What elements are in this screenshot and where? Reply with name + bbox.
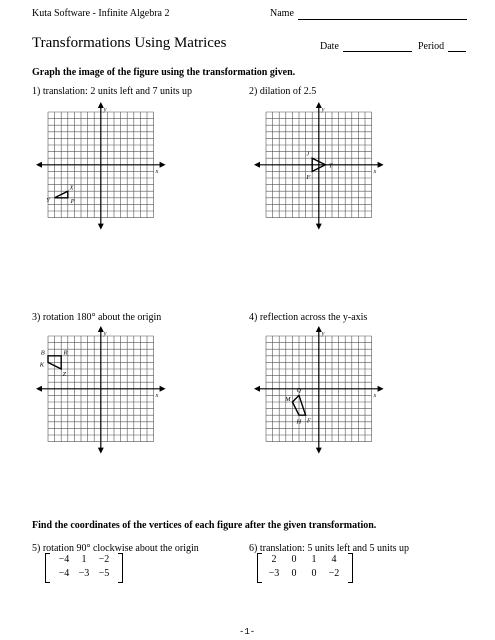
coordinate-grid-2 bbox=[258, 106, 398, 242]
matrix-cell: 0 bbox=[311, 568, 317, 579]
axis-arrow-icon bbox=[36, 386, 42, 392]
problem-4-label bbox=[249, 312, 367, 323]
vertex-label: X bbox=[69, 184, 74, 192]
vertex-label: R bbox=[63, 349, 68, 357]
period-field[interactable] bbox=[448, 51, 466, 52]
problem-2-label bbox=[249, 86, 316, 97]
vertex-label: F bbox=[306, 417, 311, 425]
axis-arrow-icon bbox=[316, 224, 322, 230]
problem-2-number: 2) bbox=[249, 86, 258, 97]
problem-4-number: 4) bbox=[249, 312, 258, 323]
vertex-label: Z bbox=[62, 371, 67, 379]
vertex-label: Y bbox=[46, 196, 50, 204]
problem-5-number: 5) bbox=[32, 543, 41, 554]
y-axis-label: y bbox=[321, 107, 325, 113]
problem-1-number: 1) bbox=[32, 86, 41, 97]
vertex-label: Q bbox=[296, 386, 302, 394]
problem-2-text: dilation of 2.5 bbox=[259, 86, 317, 97]
matrix-cell: −3 bbox=[268, 568, 280, 579]
axis-arrow-icon bbox=[98, 448, 104, 454]
y-axis-label: y bbox=[103, 107, 107, 113]
matrix-6-row-2 bbox=[264, 568, 344, 579]
date-field[interactable] bbox=[343, 51, 412, 52]
matrix-cell: 1 bbox=[81, 554, 87, 565]
axis-arrow-icon bbox=[160, 386, 166, 392]
x-axis-label: x bbox=[373, 168, 377, 175]
x-axis-label: x bbox=[155, 168, 159, 175]
matrix-5-row-2 bbox=[54, 568, 114, 579]
problem-4-text: reflection across the y-axis bbox=[259, 312, 368, 323]
page-number: -1- bbox=[239, 627, 256, 637]
axis-arrow-icon bbox=[98, 224, 104, 230]
vertex-label: M bbox=[285, 395, 291, 403]
matrix-6-row-1 bbox=[264, 554, 344, 565]
problem-1-label bbox=[32, 86, 192, 97]
worksheet-title: Transformations Using Matrices bbox=[32, 35, 227, 51]
axis-arrow-icon bbox=[254, 162, 260, 168]
problem-3-text: rotation 180° about the origin bbox=[42, 312, 162, 323]
date-label: Date bbox=[320, 41, 339, 52]
matrix-cell: −3 bbox=[78, 568, 90, 579]
matrix-cell: 0 bbox=[291, 568, 297, 579]
vertex-label: B bbox=[40, 349, 45, 357]
problem-6-text: translation: 5 units left and 5 units up bbox=[259, 543, 409, 554]
matrix-cell: −2 bbox=[98, 554, 110, 565]
axis-arrow-icon bbox=[36, 162, 42, 168]
section2-instruction: Find the coordinates of the vertices of each figure after the given transformation. bbox=[32, 520, 377, 531]
matrix-5-row-1 bbox=[54, 554, 114, 565]
coordinate-grid-3 bbox=[40, 330, 180, 466]
vertex-label: F bbox=[306, 173, 311, 181]
vertex-label: H bbox=[296, 418, 302, 426]
vertex-label: P bbox=[70, 197, 75, 205]
problem-3-label bbox=[32, 312, 161, 323]
section1-instruction: Graph the image of the figure using the transformation given. bbox=[32, 67, 296, 78]
matrix-cell: −5 bbox=[98, 568, 110, 579]
matrix-5 bbox=[45, 553, 123, 583]
axis-arrow-icon bbox=[378, 386, 384, 392]
matrix-cell: 2 bbox=[271, 554, 277, 565]
problem-3-number: 3) bbox=[32, 312, 41, 323]
matrix-6 bbox=[257, 553, 353, 583]
name-field[interactable] bbox=[298, 19, 467, 20]
vertex-label: K bbox=[39, 361, 45, 369]
problem-1-text: translation: 2 units left and 7 units up bbox=[42, 86, 192, 97]
matrix-cell: 1 bbox=[311, 554, 317, 565]
matrix-cell: −4 bbox=[58, 568, 70, 579]
vertex-label: T bbox=[328, 162, 333, 170]
period-label: Period bbox=[418, 41, 445, 52]
problem-6-number: 6) bbox=[249, 543, 258, 554]
problem-5-text: rotation 90° clockwise about the origin bbox=[42, 543, 199, 554]
axis-arrow-icon bbox=[254, 386, 260, 392]
axis-arrow-icon bbox=[316, 448, 322, 454]
axis-arrow-icon bbox=[378, 162, 384, 168]
matrix-cell: −4 bbox=[58, 554, 70, 565]
axis-arrow-icon bbox=[160, 162, 166, 168]
coordinate-grid-1 bbox=[40, 106, 180, 242]
x-axis-label: x bbox=[155, 392, 159, 399]
y-axis-label: y bbox=[321, 331, 325, 337]
publisher-name: Kuta Software - Infinite Algebra 2 bbox=[32, 8, 170, 19]
vertex-label: J bbox=[306, 150, 310, 158]
matrix-cell: 0 bbox=[291, 554, 297, 565]
x-axis-label: x bbox=[373, 392, 377, 399]
coordinate-grid-4 bbox=[258, 330, 398, 466]
name-label: Name bbox=[270, 8, 294, 19]
matrix-cell: 4 bbox=[331, 554, 337, 565]
y-axis-label: y bbox=[103, 331, 107, 337]
matrix-cell: −2 bbox=[328, 568, 340, 579]
